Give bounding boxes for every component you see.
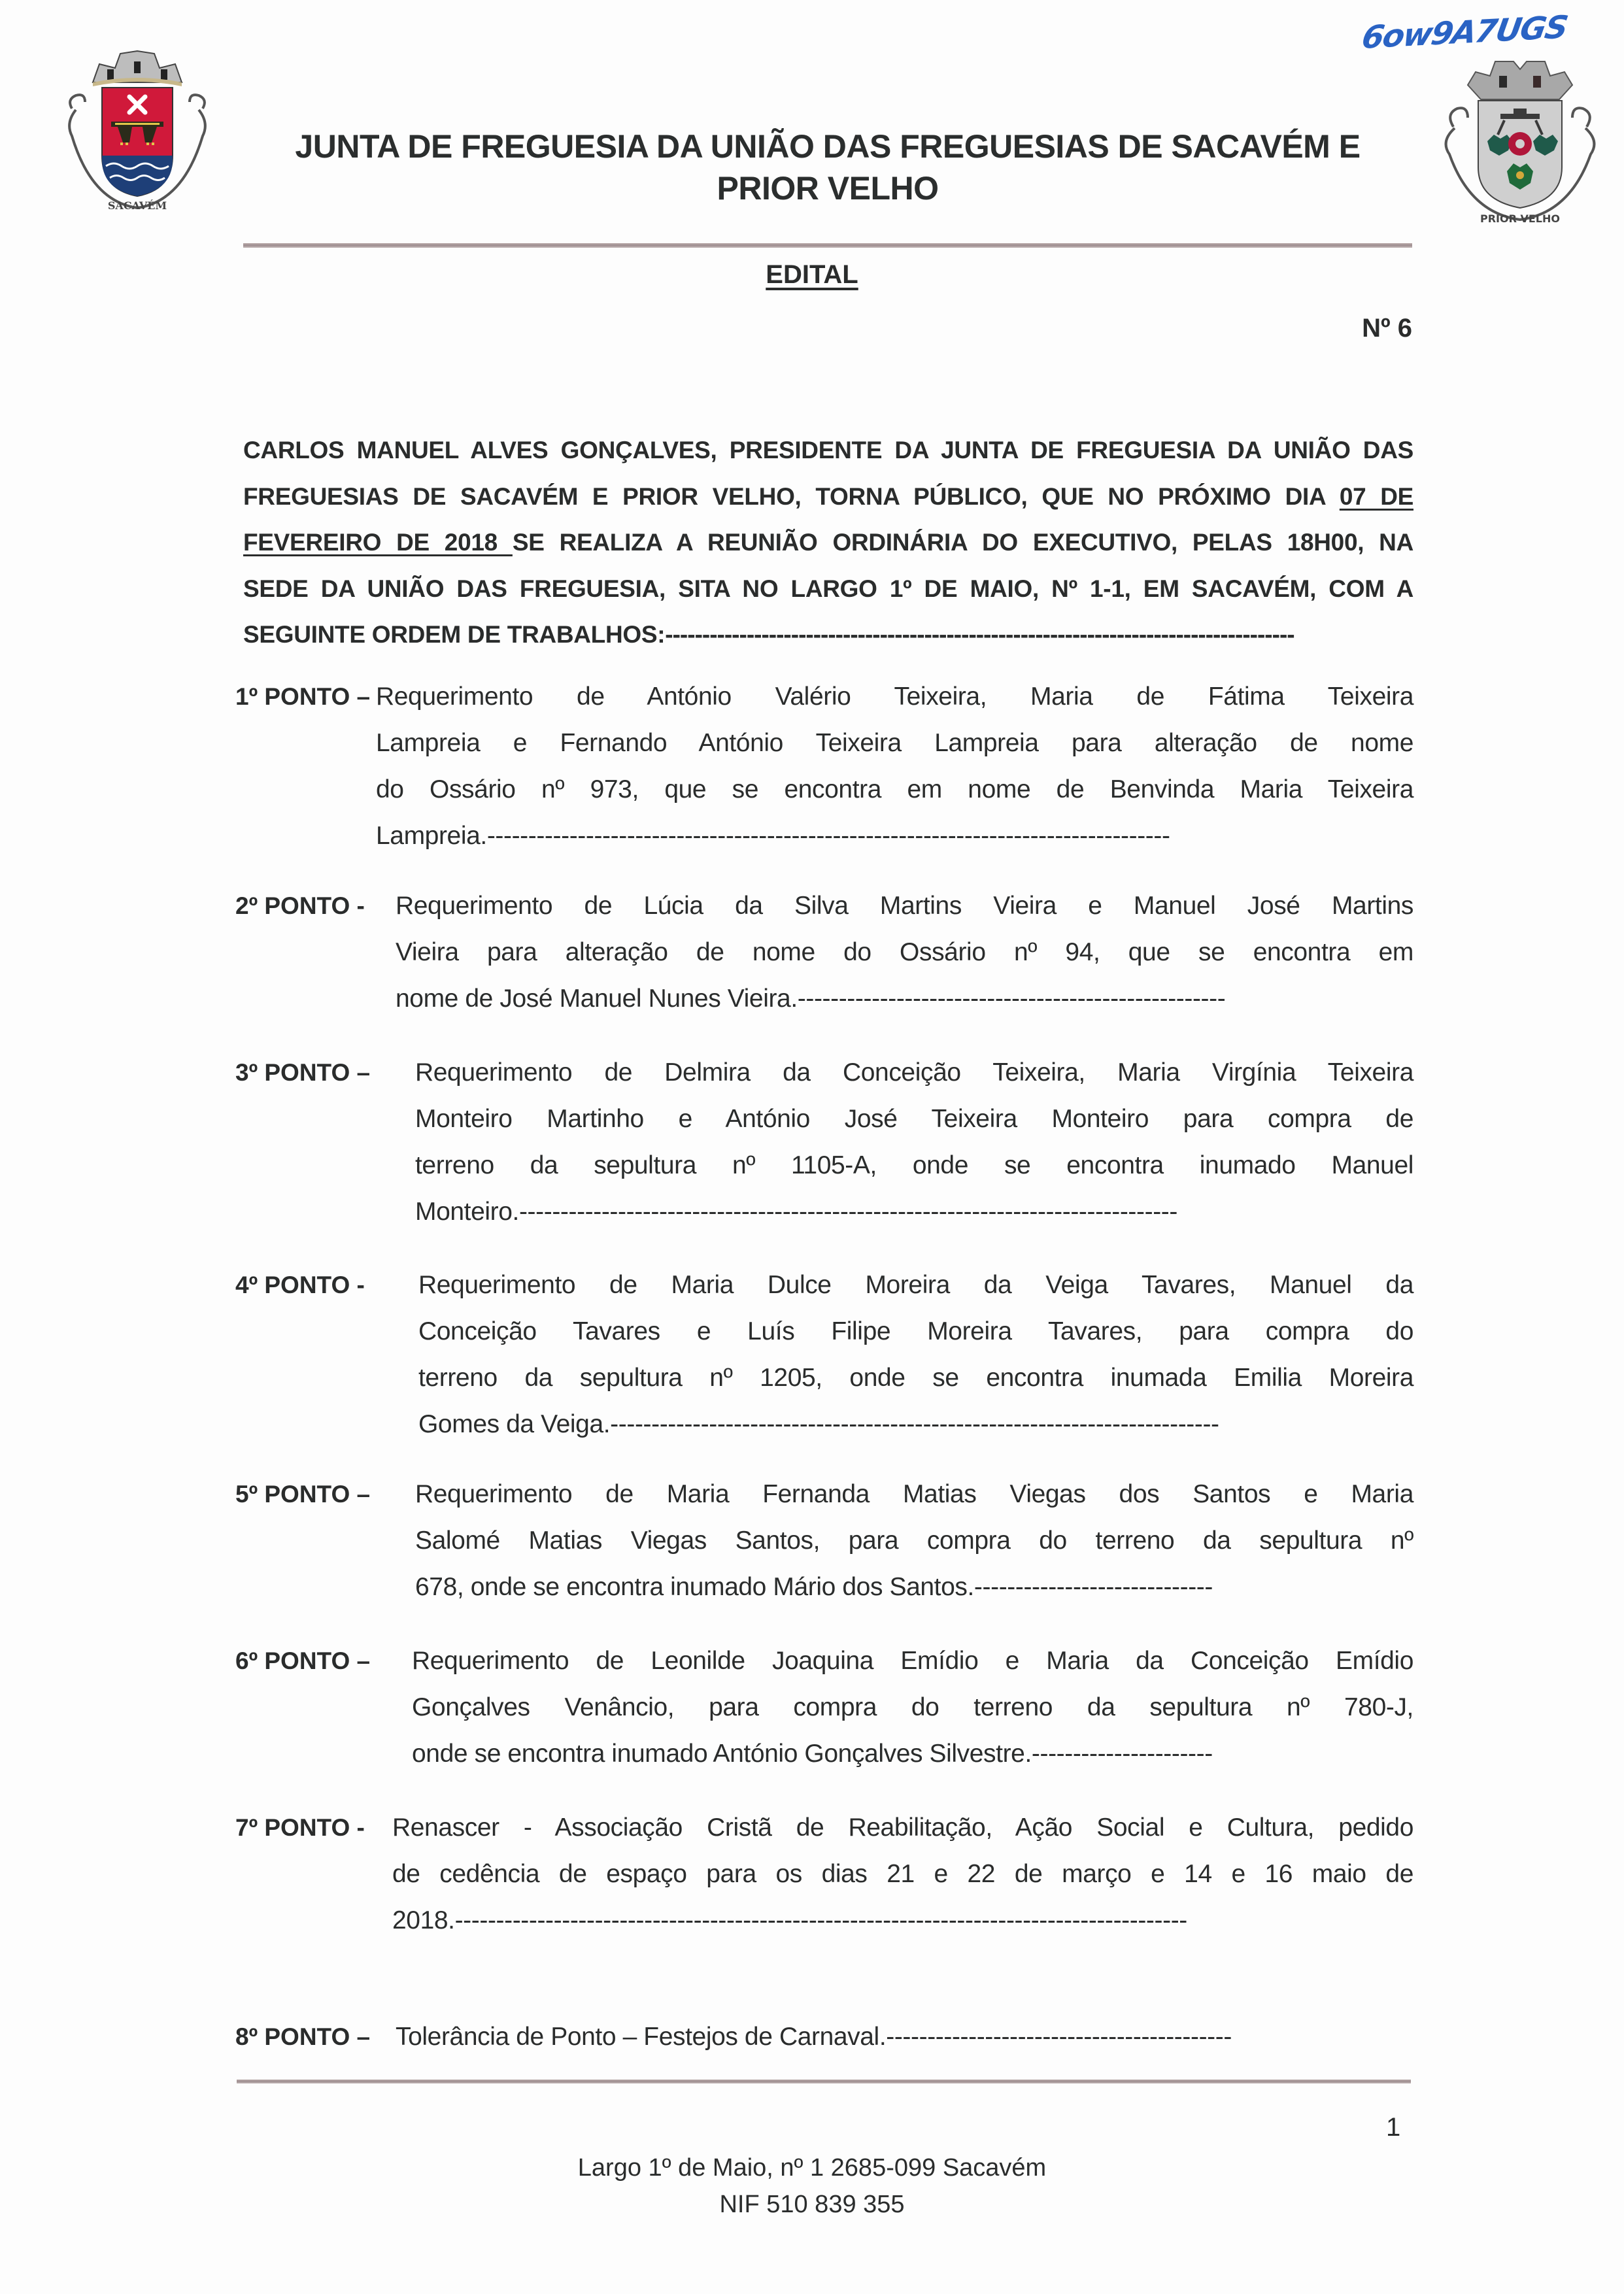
intro-line bbox=[243, 474, 1413, 520]
agenda-item-line: Monteiro Martinho e António José Teixeira Monteiro para compra de bbox=[415, 1105, 1413, 1133]
agenda-item-text bbox=[415, 1471, 1413, 1610]
agenda-item-line: do Ossário nº 973, que se encontra em nome de Benvinda Maria Teixeira bbox=[376, 775, 1413, 803]
intro-line bbox=[243, 612, 1413, 658]
underlined-date: FEVEREIRO DE 2018 bbox=[243, 529, 513, 556]
agenda-item-label: 3º PONTO – bbox=[235, 1059, 371, 1086]
agenda-item-text bbox=[396, 2014, 1413, 2060]
crest-right-label: PRIOR VELHO bbox=[1480, 212, 1560, 225]
agenda-item-text bbox=[418, 1262, 1413, 1447]
agenda-item-label: 5º PONTO – bbox=[235, 1481, 371, 1508]
document-number: Nº 6 bbox=[1362, 314, 1412, 343]
agenda-item-line: Conceição Tavares e Luís Filipe Moreira Tavares, para compra do bbox=[418, 1317, 1413, 1345]
agenda-item-line: terreno da sepultura nº 1205, onde se encontra inumada Emilia Moreira bbox=[418, 1364, 1413, 1392]
agenda-item-line: de cedência de espaço para os dias 21 e 22 de março e 14 e 16 maio de bbox=[392, 1860, 1413, 1888]
intro-text: FREGUESIAS DE SACAVÉM E PRIOR VELHO, TORNA PÚBLICO, QUE NO PRÓXIMO DIA bbox=[243, 482, 1340, 510]
footer bbox=[0, 2150, 1624, 2223]
agenda-item-label: 4º PONTO - bbox=[235, 1272, 365, 1298]
page-number: 1 bbox=[1386, 2113, 1401, 2142]
agenda-item-line: Monteiro.-------------------------------------------------------------------------------- bbox=[415, 1198, 1177, 1226]
agenda-item-label: 8º PONTO – bbox=[235, 2023, 371, 2050]
agenda-item-line: 2018.----------------------------------------------------------------------------------------- bbox=[392, 1906, 1187, 1934]
intro-paragraph bbox=[243, 428, 1413, 658]
agenda-item-line: Requerimento de Delmira da Conceição Teixeira, Maria Virgínia Teixeira bbox=[415, 1058, 1413, 1087]
crest-left-label: SACAVÉM bbox=[107, 199, 167, 212]
organization-title-line1: JUNTA DE FREGUESIA DA UNIÃO DAS FREGUESIAS DE SACAVÉM E bbox=[295, 128, 1361, 165]
agenda-item-line: Lampreia e Fernando António Teixeira Lampreia para alteração de nome bbox=[376, 729, 1413, 757]
agenda-item-text bbox=[376, 673, 1413, 859]
agenda-item-text bbox=[396, 883, 1413, 1022]
agenda-item-line: Requerimento de Lúcia da Silva Martins Vieira e Manuel José Martins bbox=[396, 892, 1413, 920]
agenda-item-label: 1º PONTO – bbox=[235, 683, 371, 710]
agenda-item-line: onde se encontra inumado António Gonçalves Silvestre.---------------------- bbox=[412, 1740, 1213, 1768]
underlined-date: 07 DE bbox=[1339, 482, 1413, 510]
footer-address: Largo 1º de Maio, nº 1 2685-099 Sacavém bbox=[577, 2154, 1047, 2182]
intro-line bbox=[243, 566, 1413, 613]
agenda-item-line: Requerimento de António Valério Teixeira, Maria de Fátima Teixeira bbox=[376, 683, 1413, 711]
agenda-item-line: Gonçalves Venâncio, para compra do terreno da sepultura nº 780-J, bbox=[412, 1693, 1413, 1721]
intro-text: SE REALIZA A REUNIÃO ORDINÁRIA DO EXECUTIVO, PELAS 18H00, NA bbox=[512, 529, 1413, 556]
organization-title bbox=[243, 126, 1412, 209]
agenda-item-line: terreno da sepultura nº 1105-A, onde se encontra inumado Manuel bbox=[415, 1151, 1413, 1179]
intro-text: SEGUINTE ORDEM DE TRABALHOS: bbox=[243, 621, 666, 648]
footer-divider bbox=[237, 2080, 1411, 2083]
prior-velho-coat-of-arms-icon bbox=[1435, 56, 1605, 226]
agenda-item-line: Renascer - Associação Cristã de Reabilitação, Ação Social e Cultura, pedido bbox=[392, 1813, 1413, 1842]
agenda-item-text bbox=[392, 1804, 1413, 1944]
agenda-item-line: Tolerância de Ponto – Festejos de Carnaval.------------------------------------------ bbox=[396, 2023, 1232, 2051]
intro-line bbox=[243, 428, 1413, 474]
mural-crown-icon bbox=[1468, 61, 1572, 99]
agenda-item-text bbox=[415, 1049, 1413, 1235]
intro-line bbox=[243, 520, 1413, 566]
agenda-item-line: nome de José Manuel Nunes Vieira.---------------------------------------------------- bbox=[396, 985, 1226, 1013]
agenda-item-label: 7º PONTO - bbox=[235, 1814, 365, 1841]
intro-text: SEDE DA UNIÃO DAS FREGUESIA, SITA NO LARGO 1º DE MAIO, Nº 1-1, EM SACAVÉM, COM A bbox=[243, 575, 1413, 602]
agenda-item-line: Requerimento de Maria Fernanda Matias Viegas dos Santos e Maria bbox=[415, 1480, 1413, 1508]
agenda-item-line: Requerimento de Maria Dulce Moreira da Veiga Tavares, Manuel da bbox=[418, 1271, 1413, 1299]
mural-crown-icon bbox=[93, 51, 182, 86]
footer-nif: NIF 510 839 355 bbox=[719, 2191, 905, 2218]
handwritten-reference-note: 6ow9A7UGS bbox=[1359, 8, 1570, 56]
agenda-item-line: Gomes da Veiga.-------------------------------------------------------------------------- bbox=[418, 1410, 1219, 1438]
agenda-item-label: 2º PONTO - bbox=[235, 892, 365, 919]
document-heading-text: EDITAL bbox=[766, 260, 858, 289]
agenda-item-line: Requerimento de Leonilde Joaquina Emídio e Maria da Conceição Emídio bbox=[412, 1647, 1413, 1675]
agenda-item-text bbox=[412, 1638, 1413, 1777]
sacavem-coat-of-arms-icon bbox=[52, 44, 222, 214]
agenda-item-line: Salomé Matias Viegas Santos, para compra do terreno da sepultura nº bbox=[415, 1527, 1413, 1555]
agenda-item-line: Vieira para alteração de nome do Ossário nº 94, que se encontra em bbox=[396, 938, 1413, 966]
agenda-item-label: 6º PONTO – bbox=[235, 1647, 371, 1674]
organization-title-line2: PRIOR VELHO bbox=[717, 170, 939, 207]
agenda-item-line: 678, onde se encontra inumado Mário dos Santos.----------------------------- bbox=[415, 1573, 1213, 1601]
agenda-item-line: Lampreia.----------------------------------------------------------------------------------- bbox=[376, 822, 1170, 850]
header-divider bbox=[243, 243, 1412, 248]
intro-text: ------------------------------------------------------------------------------------- bbox=[665, 621, 1294, 648]
intro-text: CARLOS MANUEL ALVES GONÇALVES, PRESIDENTE DA JUNTA DE FREGUESIA DA UNIÃO DAS bbox=[243, 437, 1413, 464]
document-heading bbox=[0, 260, 1624, 290]
